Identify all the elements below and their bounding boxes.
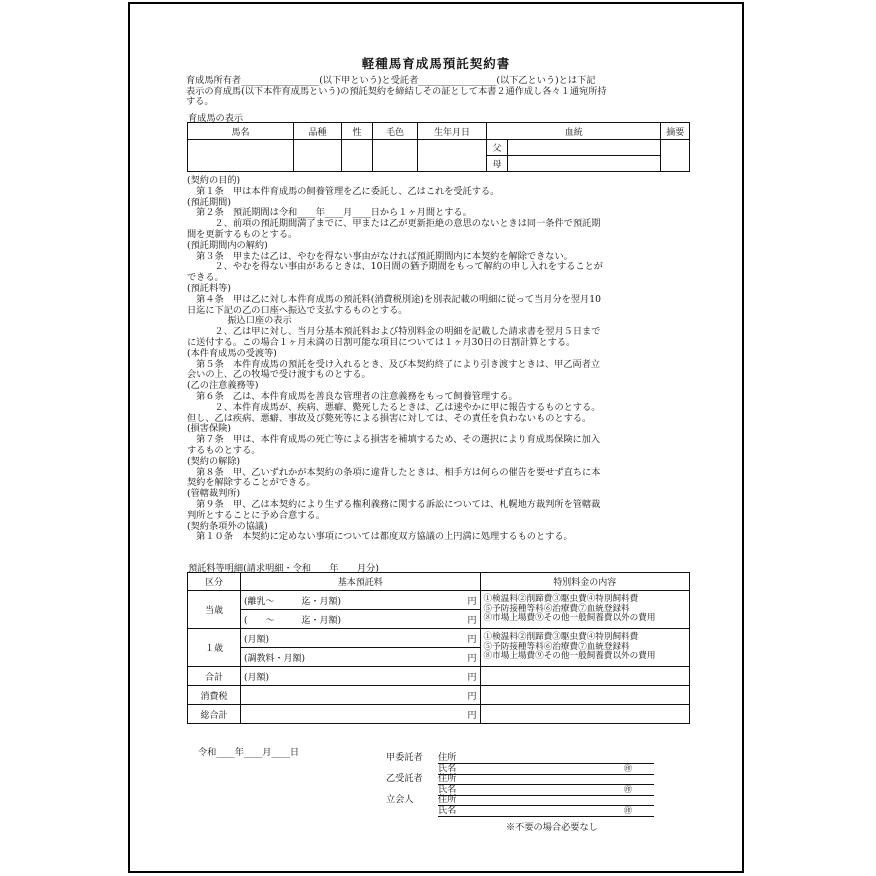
- cell-remarks[interactable]: [661, 140, 690, 172]
- article-line: 日迄に下記の乙の口座へ振込で支払するものとする。: [187, 304, 408, 316]
- cell-sex[interactable]: [342, 140, 373, 172]
- horse-table-caption: 育成馬の表示: [188, 113, 244, 124]
- cell-coat[interactable]: [373, 140, 418, 172]
- yen-mark: 円: [464, 705, 481, 724]
- special-fee-line: ⑧市場上場費⑨その他一般飼養費以外の費用: [483, 613, 656, 624]
- trustee-address-field[interactable]: [438, 774, 654, 785]
- contract-sheet: [128, 2, 744, 873]
- yen-mark: 円: [464, 629, 481, 648]
- fee-table-caption: 預託料等明細(請求明細・令和 年 月分): [188, 563, 379, 574]
- article-line: するものとする。: [187, 444, 261, 456]
- yen-mark: 円: [464, 648, 481, 667]
- article-line: 第９条 甲、乙は本契約により生ずる権利義務に関する訴訟については、札幌地方裁判所を管轄裁: [187, 498, 601, 510]
- article-heading: (預託料等): [187, 282, 231, 294]
- seal-mark: ㊞: [624, 763, 632, 773]
- fee-details-table: [187, 572, 690, 724]
- article-line: 判所とすることに予め合意する。: [187, 509, 325, 521]
- article-line: 間を更新するものとする。: [187, 228, 298, 240]
- fee-row-label-total: 合計: [188, 667, 241, 686]
- article-line: 第１０条 本契約に定めない事項については都度双方協議の上円満に処理するものとする。: [187, 531, 573, 543]
- fee-header-class: 区分: [188, 573, 241, 591]
- fee-header-special: 特別料金の内容: [480, 573, 689, 591]
- special-fee-list: [480, 591, 689, 629]
- article-line: 第３条 甲または乙は、やむを得ない事由がなければ預託期間内に本契約を解除できない。: [187, 250, 573, 262]
- article-line: ２、乙は甲に対し、当月分基本預託料および特別料金の明細を記載した請求書を翌月５日まで: [187, 326, 601, 338]
- intro-paragraph: [186, 76, 698, 108]
- special-fee-line: ⑤予防接種等料⑥治療費⑦血統登録料: [483, 641, 630, 652]
- intro-line: する。: [186, 96, 214, 107]
- signer-role-witness: 立会人: [386, 794, 414, 805]
- special-fee-list: [480, 629, 689, 667]
- article-heading: (契約の目的): [187, 175, 241, 186]
- cell-sire[interactable]: [508, 140, 661, 156]
- fee-tax-special[interactable]: [480, 686, 689, 705]
- special-fee-line: ⑧市場上場費⑨その他一般飼養費以外の費用: [483, 651, 656, 662]
- article-line: ２、本件育成馬が、疾病、悪癖、斃死したるときは、乙は速やかに甲に報告するものとする。: [187, 401, 601, 413]
- special-fee-line: ①検温料②削蹄費③駆虫費④特別飼料費: [483, 594, 639, 605]
- article-line: 第５条 本件育成馬の預託を受け入れるとき、及び本契約終了により引き渡すときは、甲乙両者立: [187, 358, 601, 370]
- sire-label: 父: [487, 140, 508, 156]
- contract-date: 令和____年____月____日: [198, 747, 300, 758]
- address-label: 住所: [438, 773, 457, 784]
- contract-articles: [187, 176, 692, 543]
- signer-role-consignor: 甲委託者: [386, 752, 423, 763]
- col-remarks: 摘要: [661, 123, 690, 140]
- special-fee-line: ⑤予防接種等料⑥治療費⑦血統登録料: [483, 603, 630, 614]
- fee-row-label-yearling1: １歳: [188, 629, 241, 667]
- fee-basic-monthly: (月額): [241, 629, 464, 648]
- consignor-address-field[interactable]: [438, 753, 654, 764]
- fee-grand-total-special[interactable]: [480, 705, 689, 724]
- col-coat: 毛色: [373, 123, 418, 140]
- fee-grand-total-amount[interactable]: [241, 705, 464, 724]
- fee-row-label-tax: 消費税: [188, 686, 241, 705]
- article-heading: (預託期間内の解約): [187, 239, 268, 251]
- seal-mark: ㊞: [624, 784, 632, 794]
- witness-note: ※不要の場合必要なし: [506, 822, 598, 833]
- article-line: ２、前項の預託期間満了までに、甲または乙が更新拒絶の意思のないときは同一条件で預託期: [187, 218, 601, 230]
- dam-label: 母: [487, 156, 508, 172]
- article-line: できる。: [187, 272, 224, 284]
- article-heading: (預託期間): [187, 196, 231, 208]
- fee-total-special[interactable]: [480, 667, 689, 686]
- fee-training: (調教料・月額): [241, 648, 464, 667]
- yen-mark: 円: [464, 686, 481, 705]
- article-line: 振込口座の表示: [209, 315, 292, 327]
- article-heading: (乙の注意義務等): [187, 380, 259, 392]
- col-sex: 性: [342, 123, 373, 140]
- col-horse-name: 馬名: [188, 123, 294, 140]
- trustee-name-field[interactable]: [438, 785, 654, 796]
- name-label: 氏名: [438, 762, 457, 774]
- cell-dam[interactable]: [508, 156, 661, 172]
- col-breed: 品種: [294, 123, 342, 140]
- article-heading: (契約の解除): [187, 455, 241, 467]
- fee-row-label-yearling0: 当歳: [188, 591, 241, 629]
- article-line: 会いの上、乙の牧場で受け渡すものとする。: [187, 369, 371, 381]
- fee-header-basic: 基本預託料: [241, 573, 481, 591]
- article-heading: (契約条項外の協議): [187, 520, 268, 532]
- cell-breed[interactable]: [294, 140, 342, 172]
- yen-mark: 円: [464, 610, 481, 629]
- cell-birthdate[interactable]: [418, 140, 487, 172]
- article-line: 第８条 甲、乙いずれかが本契約の条項に違背したときは、相手方は何らの催告を要せず直ちに本: [187, 466, 601, 478]
- witness-address-field[interactable]: [438, 795, 654, 806]
- address-label: 住所: [438, 752, 457, 763]
- article-line: 第２条 預託期間は令和____年____月____日から１ヶ月間とする。: [187, 207, 472, 219]
- article-line: 第６条 乙は、本件育成馬を善良な管理者の注意義務をもって飼養管理する。: [187, 390, 518, 402]
- witness-name-field[interactable]: [438, 806, 654, 817]
- col-pedigree: 血統: [487, 123, 661, 140]
- document-title: 軽種馬育成馬預託契約書: [361, 56, 511, 71]
- article-line: ２、やむを得ない事由があるときは、10日間の猶予期間をもって解約の申し入れをすることが: [187, 261, 603, 273]
- fee-row-label-grand-total: 総合計: [188, 705, 241, 724]
- fee-basic-weaning: (離乳～ 迄・月額): [241, 591, 464, 610]
- intro-line: 育成馬所有者_________________(以下甲という)と受託者_________________(以下乙という)とは下記: [186, 75, 596, 86]
- article-heading: (損害保険): [187, 423, 231, 435]
- fee-total-monthly: (月額): [241, 667, 464, 686]
- article-line: に送付する。この場合１ヶ月未満の日割可能な項目については１ヶ月30日の日割計算とする。: [187, 336, 576, 348]
- fee-tax-amount[interactable]: [241, 686, 464, 705]
- article-heading: (管轄裁判所): [187, 488, 241, 500]
- yen-mark: 円: [464, 667, 481, 686]
- article-line: 但し、乙は疾病、悪癖、事故及び斃死等による損害に対しては、その責任を負わないものとする。: [187, 412, 592, 424]
- signer-role-trustee: 乙受託者: [386, 773, 423, 784]
- article-line: 第７条 甲は、本件育成馬の死亡等による損害を補填するため、その選択により育成馬保険に加入: [187, 434, 601, 446]
- col-birthdate: 生年月日: [418, 123, 487, 140]
- cell-horse-name[interactable]: [188, 140, 294, 172]
- consignor-name-field[interactable]: [438, 764, 654, 775]
- special-fee-line: ①検温料②削蹄費③駆虫費④特別飼料費: [483, 632, 639, 643]
- seal-mark: ㊞: [624, 805, 632, 815]
- fee-basic-period: ( ～ 迄・月額): [241, 610, 464, 629]
- yen-mark: 円: [464, 591, 481, 610]
- intro-line: 表示の育成馬(以下本件育成馬という)の預託契約を締結しその証として本書２通作成し各々１通宛所持: [186, 85, 607, 97]
- name-label: 氏名: [438, 804, 457, 816]
- article-line: 第１条 甲は本件育成馬の飼養管理を乙に委託し、乙はこれを受託する。: [187, 185, 500, 197]
- article-line: 第４条 甲は乙に対し本件育成馬の預託料(消費税別途)を別表記載の明細に従って当月分を翌月10: [187, 293, 601, 305]
- name-label: 氏名: [438, 783, 457, 795]
- horse-info-table: [187, 122, 690, 172]
- article-line: 契約を解除することができる。: [187, 477, 316, 489]
- article-heading: (本件育成馬の受渡等): [187, 347, 277, 359]
- address-label: 住所: [438, 794, 457, 805]
